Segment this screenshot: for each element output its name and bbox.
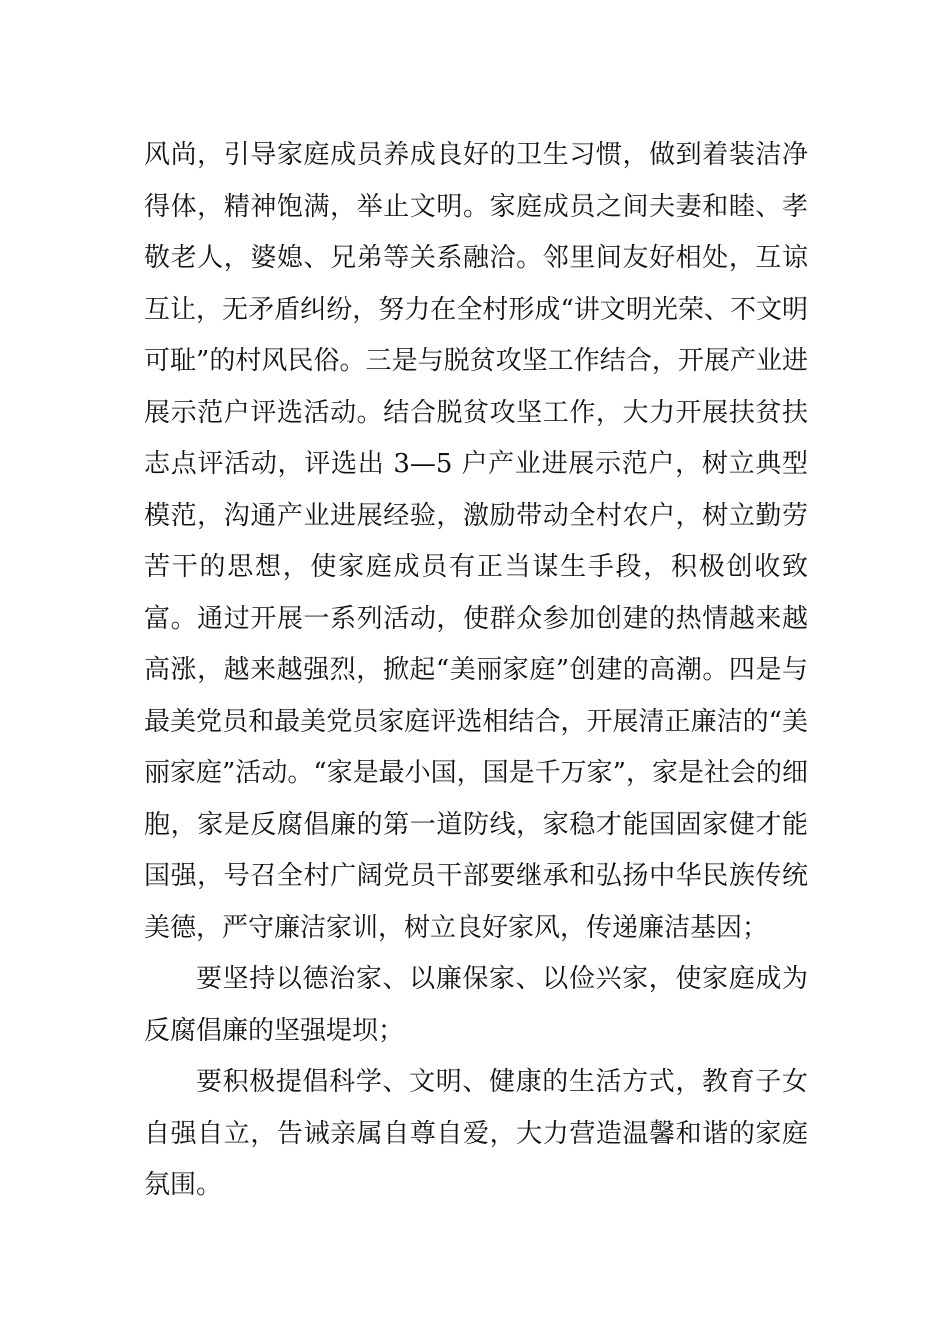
paragraph-lifestyle: 要积极提倡科学、文明、健康的生活方式，教育子女自强自立，告诫亲属自尊自爱，大力营造温馨和谐的家庭氛围。 xyxy=(144,1067,808,1200)
paragraph-continued: 风尚，引导家庭成员养成良好的卫生习惯，做到着装洁净得体，精神饱满，举止文明。家庭成员之间夫妻和睦、孝敬老人，婆媳、兄弟等关系融洽。邻里间友好相处，互谅互让，无矛盾纠纷，努力在全村形成“讲文明光荣、不文明可耻”的村风民俗。三是与脱贫攻坚工作结合，开展产业进展示范户评选活动。结合脱贫攻坚工作，大力开展扶贫扶志点评活动，评选出 3—5 户产业进展示范户，树立典型模范，沟通产业进展经验，激励带动全村农户，树立勤劳苦干的思想，使家庭成员有正当谋生手段，积极创收致富。通过开展一系列活动，使群众参加创建的热情越来越高涨，越来越强烈，掀起“美丽家庭”创建的高潮。四是与最美党员和最美党员家庭评选相结合，开展清正廉洁的“美丽家庭”活动。“家是最小国，国是千万家”，家是社会的细胞，家是反腐倡廉的第一道防线，家稳才能国固家健才能国强，号召全村广阔党员干部要继承和弘扬中华民族传统美德，严守廉洁家训，树立良好家风，传递廉洁基因； xyxy=(144,140,808,943)
document-body xyxy=(144,130,808,1212)
paragraph-integrity: 要坚持以德治家、以廉保家、以俭兴家，使家庭成为反腐倡廉的坚强堤坝； xyxy=(144,964,808,1046)
